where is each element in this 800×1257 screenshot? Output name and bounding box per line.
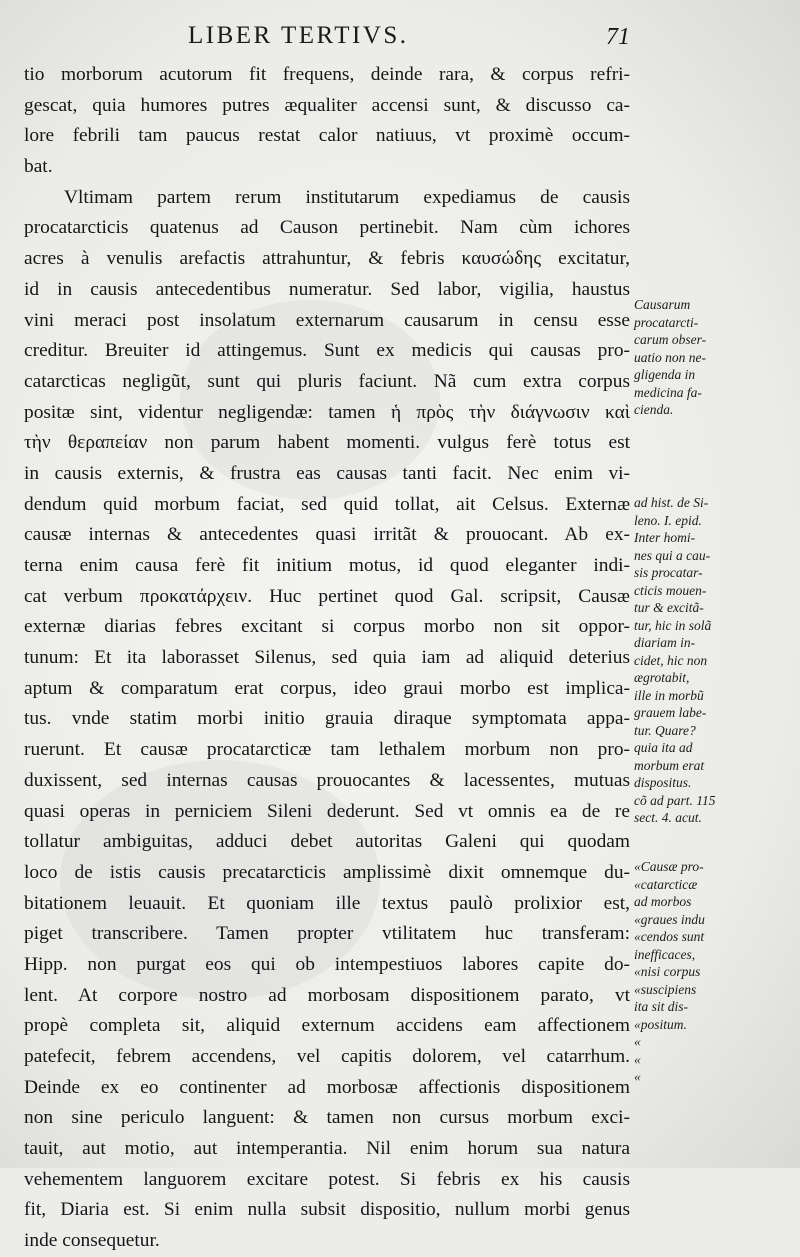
text-line: duxissent, sed internas causas prouocantes & lacessentes, mutuas xyxy=(24,769,630,791)
text-line: tio morborum acutorum fit frequens, deinde rara, & corpus refri- xyxy=(24,64,630,85)
margin-line: grauem labe- xyxy=(634,705,707,720)
text-line: positæ sint, videntur negligendæ: tamen ἡ πρὸς τὴν διάγνωσιν καὶ xyxy=(24,401,630,423)
text-line: quasi operas in perniciem Sileni dederunt. Sed vt omnis ea de re xyxy=(24,800,630,822)
text-line: aptum & comparatum erat corpus, ideo graui morbo est implica- xyxy=(24,677,630,699)
text-line: cat verbum προκατάρχειν. Huc pertinet quod Gal. scripsit, Causæ xyxy=(24,585,630,607)
text-line: gescat, quia humores putres æqualiter accensi sunt, & discusso ca- xyxy=(24,94,630,116)
margin-line: carum obser- xyxy=(634,332,707,347)
margin-line: quia ita ad xyxy=(634,740,693,755)
text-line: causæ internas & antecedentes quasi irritãt & prouocant. Ab ex- xyxy=(24,524,630,546)
margin-line: «Causæ pro- xyxy=(634,859,704,874)
margin-line: tur, hic in solã xyxy=(634,617,712,633)
margin-line: «suscipiens xyxy=(634,981,697,997)
text-line: patefecit, febrem accendens, vel capitis dolorem, vel catarrhum. xyxy=(24,1046,630,1067)
text-line: in causis externis, & frustra eas causas tanti facit. Nec enim vi- xyxy=(24,462,630,484)
running-head: LIBER TERTIVS. xyxy=(188,22,409,49)
margin-line: tur. Quare? xyxy=(634,722,696,738)
text-line: piget transcribere. Tamen propter vtilitatem huc transferam: xyxy=(24,923,630,945)
paragraph-start-line: Vltimam partem rerum institutarum expediamus de causis xyxy=(64,186,630,208)
text-line: lent. At corpore nostro ad morbosam dispositionem parato, vt xyxy=(24,984,630,1006)
margin-line: «nisi corpus xyxy=(634,964,701,979)
text-line: loco de istis causis precatarcticis amplissimè dixit omnemque du- xyxy=(24,861,630,883)
text-line: non sine periculo languent: & tamen non cursus morbum exci- xyxy=(24,1107,630,1129)
margin-line: ita sit dis- xyxy=(634,999,689,1014)
text-line: tus. vnde statim morbi initio grauia diraque symptomata appa- xyxy=(24,708,630,730)
margin-line: «cendos sunt xyxy=(634,929,705,944)
margin-line: Inter homi- xyxy=(634,530,696,545)
marginal-note-causarum xyxy=(634,296,798,419)
margin-line: cõ ad part. 115 xyxy=(634,792,716,808)
text-line: acres à venulis arefactis attrahuntur, & febris καυσώδης excitatur, xyxy=(24,248,630,270)
folio-number: 71 xyxy=(606,24,630,50)
text-line: tunum: Et ita laborasset Silenus, sed quia iam ad aliquid deterius xyxy=(24,647,630,669)
margin-line: morbum erat xyxy=(634,757,705,773)
margin-line: leno. I. epid. xyxy=(634,512,702,528)
margin-line: procatarcti- xyxy=(634,314,699,330)
text-line: catarcticas negligũt, sunt qui pluris faciunt. Nã cum extra corpus xyxy=(24,370,630,392)
page-header xyxy=(0,18,800,54)
margin-line: ægrotabit, xyxy=(634,670,690,685)
margin-line: cienda. xyxy=(634,402,674,417)
text-line: inde consequetur. xyxy=(24,1230,160,1252)
margin-line: « xyxy=(634,1069,641,1084)
text-line: fit, Diaria est. Si enim nulla subsit dispositio, nullum morbi genus xyxy=(24,1199,630,1221)
margin-line: nes qui a cau- xyxy=(634,547,711,563)
text-line: terna enim causa ferè fit initium motus, id quod eleganter indi- xyxy=(24,555,630,576)
margin-line: Causarum xyxy=(634,297,691,312)
marginal-note-silenus xyxy=(634,494,798,827)
text-line: bat. xyxy=(24,156,53,178)
text-line: Deinde ex eo continenter ad morbosæ affectionis dispositionem xyxy=(24,1076,630,1098)
margin-line: «positum. xyxy=(634,1016,687,1032)
text-line: Hipp. non purgat eos qui ob intempestiuos labores capite do- xyxy=(24,953,630,975)
text-line: lore febrili tam paucus restat calor natiuus, vt proximè occum- xyxy=(24,125,630,147)
margin-line: «catarcticæ xyxy=(634,876,698,892)
text-line: ruerunt. Et causæ procatarcticæ tam lethalem morbum non pro- xyxy=(24,739,630,761)
text-line: τὴν θεραπείαν non parum habent momenti. vulgus ferè totus est xyxy=(24,432,630,454)
text-line: propè completa sit, aliquid externum accidens eam affectionem xyxy=(24,1015,630,1037)
text-line: bitationem leuauit. Et quoniam ille textus paulò prolixior est, xyxy=(24,892,630,914)
margin-line: ad morbos xyxy=(634,894,692,909)
text-line: tollatur ambiguitas, adduci debet autoritas Galeni qui quodam xyxy=(24,831,630,853)
margin-line: gligenda in xyxy=(634,367,696,382)
text-line: dendum quid morbum faciat, sed quid tollat, ait Celsus. Externæ xyxy=(24,493,630,515)
margin-line: uatio non ne- xyxy=(634,349,706,365)
margin-line: « xyxy=(634,1051,641,1067)
margin-line: dispositus. xyxy=(634,775,692,790)
margin-line: cticis mouen- xyxy=(634,582,707,598)
margin-line: sect. 4. acut. xyxy=(634,810,702,825)
text-line: vehementem languorem excitare potest. Si febris ex his causis xyxy=(24,1168,630,1190)
margin-line: «graues indu xyxy=(634,911,705,927)
margin-line: ad hist. de Si- xyxy=(634,495,709,510)
margin-line: « xyxy=(634,1034,641,1049)
margin-line: diariam in- xyxy=(634,635,696,650)
text-line: id in causis antecedentibus numeratur. Sed labor, vigilia, haustus xyxy=(24,278,630,300)
main-text-column xyxy=(24,60,630,1257)
text-line: creditur. Breuiter id attingemus. Sunt ex medicis qui causas pro- xyxy=(24,340,630,362)
margin-line: cidet, hic non xyxy=(634,652,708,668)
margin-line: tur & excitã- xyxy=(634,600,704,615)
text-line: tauit, aut motio, aut intemperantia. Nil enim horum sua natura xyxy=(24,1138,630,1160)
text-line: procatarcticis quatenus ad Causon pertinebit. Nam cùm ichores xyxy=(24,217,630,239)
text-line: vini meraci post insolatum externarum causarum in censu esse xyxy=(24,309,630,331)
margin-line: ille in morbũ xyxy=(634,687,704,703)
text-line: externæ diarias febres excitant si corpus morbo non sit oppor- xyxy=(24,616,630,638)
margin-line: sis procatar- xyxy=(634,565,703,580)
margin-line: inefficaces, xyxy=(634,946,696,962)
marginal-note-causae xyxy=(634,858,798,1086)
margin-line: medicina fa- xyxy=(634,384,702,400)
